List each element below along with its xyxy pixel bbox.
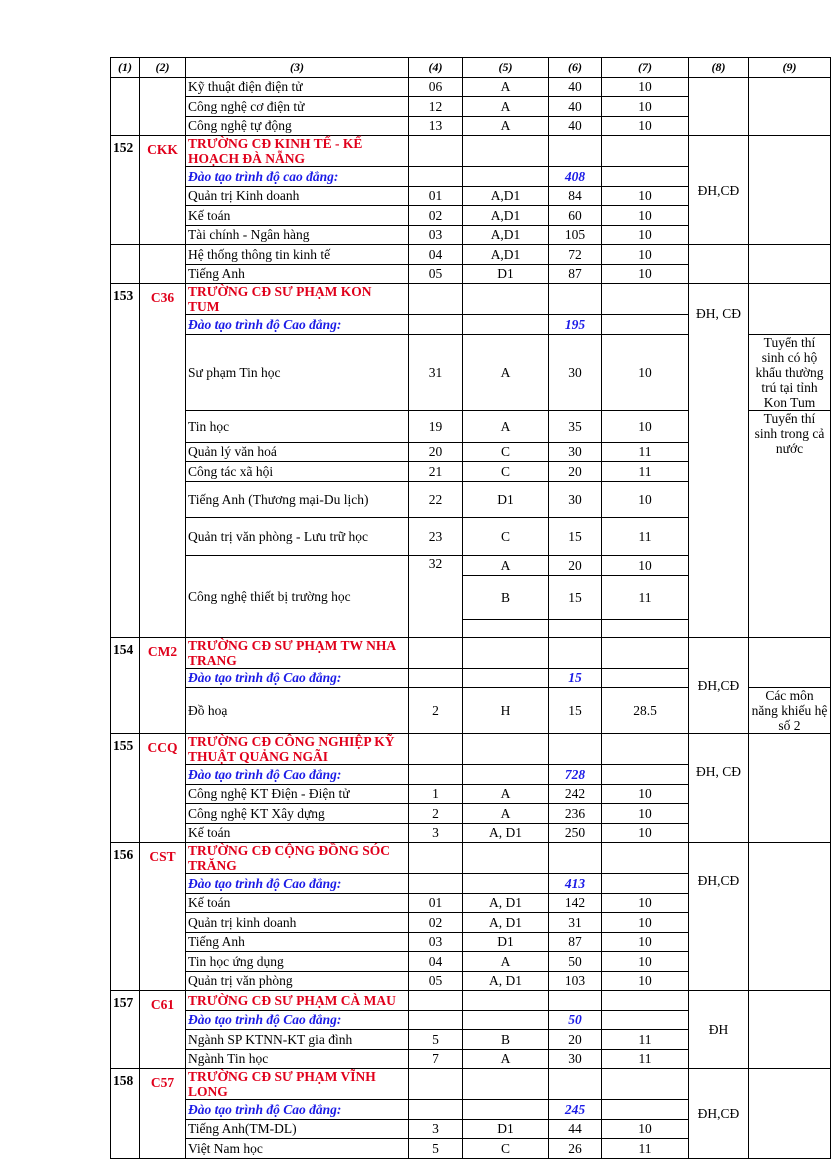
empty-cell (602, 668, 689, 688)
major-name: Kế toán (186, 206, 409, 226)
note-local: Tuyển thí sinh có hộ khẩu thường trú tại tỉnh Kon Tum (749, 334, 831, 410)
quota: 15 (549, 575, 602, 619)
exam-block: A (463, 1049, 549, 1069)
header-col-9: (9) (749, 58, 831, 78)
quota: 60 (549, 206, 602, 226)
major-name: Công nghệ KT Điện - Điện tử (186, 784, 409, 804)
admissions-table (110, 57, 831, 1159)
major-name: Tiếng Anh(TM-DL) (186, 1119, 409, 1139)
major-name: Quản trị văn phòng - Lưu trữ học (186, 517, 409, 555)
major-code: 2 (409, 804, 463, 824)
major-code: 02 (409, 913, 463, 933)
stt-cell (111, 245, 140, 284)
quota: 84 (549, 186, 602, 206)
exam-block: A (463, 555, 549, 575)
empty-cell (409, 843, 463, 874)
min-score: 11 (602, 442, 689, 462)
empty-cell (549, 1069, 602, 1100)
quota: 50 (549, 952, 602, 972)
major-name: Tài chính - Ngân hàng (186, 225, 409, 245)
note-talent: Các môn năng khiếu hệ số 2 (749, 688, 831, 734)
quota: 20 (549, 555, 602, 575)
header-col-2: (2) (140, 58, 186, 78)
empty-cell (463, 1069, 549, 1100)
total-quota: 50 (549, 1010, 602, 1030)
exam-block: A (463, 334, 549, 410)
major-name: Quản trị Kinh doanh (186, 186, 409, 206)
empty-cell (602, 1010, 689, 1030)
col9-cell (749, 77, 831, 136)
school-stt: 157 (111, 991, 140, 1069)
training-level: Đào tạo trình độ Cao đẳng: (186, 315, 409, 335)
quota: 40 (549, 77, 602, 97)
header-col-6: (6) (549, 58, 602, 78)
exam-block: B (463, 1030, 549, 1050)
major-name: Công nghệ tự động (186, 116, 409, 136)
exam-block: A (463, 952, 549, 972)
min-score: 10 (602, 893, 689, 913)
school-code: CKK (140, 136, 186, 245)
major-code: 01 (409, 186, 463, 206)
quota: 30 (549, 1049, 602, 1069)
header-col-8: (8) (689, 58, 749, 78)
major-name: Tiếng Anh (Thương mại-Du lịch) (186, 481, 409, 517)
exam-block: C (463, 462, 549, 482)
major-code: 23 (409, 517, 463, 555)
school-row (111, 991, 831, 1011)
col8-cell (689, 245, 749, 284)
empty-cell (602, 136, 689, 167)
min-score: 11 (602, 1049, 689, 1069)
min-score: 10 (602, 77, 689, 97)
min-score: 10 (602, 932, 689, 952)
empty-cell (602, 637, 689, 668)
quota: 87 (549, 932, 602, 952)
major-code: 22 (409, 481, 463, 517)
min-score: 10 (602, 804, 689, 824)
school-code: CM2 (140, 637, 186, 734)
min-score: 10 (602, 481, 689, 517)
school-name: TRƯỜNG CĐ SƯ PHẠM CÀ MAU (186, 991, 409, 1011)
major-code: 3 (409, 1119, 463, 1139)
min-score: 10 (602, 971, 689, 991)
min-score: 10 (602, 245, 689, 265)
min-score: 11 (602, 1030, 689, 1050)
empty-cell (602, 315, 689, 335)
min-score: 10 (602, 1119, 689, 1139)
exam-block: A (463, 804, 549, 824)
notes-cell (749, 136, 831, 245)
total-quota: 195 (549, 315, 602, 335)
major-name: Quản trị kinh doanh (186, 913, 409, 933)
min-score: 10 (602, 784, 689, 804)
total-quota: 413 (549, 874, 602, 894)
school-row (111, 136, 831, 167)
exam-block: H (463, 688, 549, 734)
training-levels: ĐH (689, 991, 749, 1069)
exam-block: D1 (463, 264, 549, 284)
empty-cell (409, 136, 463, 167)
quota: 30 (549, 481, 602, 517)
exam-block: D1 (463, 932, 549, 952)
min-score: 10 (602, 186, 689, 206)
empty-cell (463, 1010, 549, 1030)
empty-cell (549, 136, 602, 167)
training-levels: ĐH,CĐ (689, 637, 749, 734)
major-name: Sư phạm Tin học (186, 334, 409, 410)
total-quota: 408 (549, 167, 602, 187)
major-code: 32 (409, 555, 463, 637)
exam-block: D1 (463, 1119, 549, 1139)
quota: 30 (549, 334, 602, 410)
min-score: 10 (602, 334, 689, 410)
empty-cell (602, 1069, 689, 1100)
empty-cell (463, 1100, 549, 1120)
major-name: Ngành SP KTNN-KT gia đình (186, 1030, 409, 1050)
school-stt: 154 (111, 637, 140, 734)
school-stt: 158 (111, 1069, 140, 1159)
min-score: 10 (602, 823, 689, 843)
empty-cell (463, 284, 549, 315)
stt-cell (111, 77, 140, 136)
training-level: Đào tạo trình độ Cao đẳng: (186, 1010, 409, 1030)
quota: 20 (549, 462, 602, 482)
min-score: 10 (602, 555, 689, 575)
empty-cell (463, 991, 549, 1011)
exam-block: A (463, 97, 549, 117)
empty-cell (602, 284, 689, 315)
quota: 20 (549, 1030, 602, 1050)
min-score: 11 (602, 575, 689, 619)
major-code: 03 (409, 225, 463, 245)
major-name: Công nghệ KT Xây dựng (186, 804, 409, 824)
school-code: CST (140, 843, 186, 991)
major-code: 12 (409, 97, 463, 117)
exam-block: A (463, 77, 549, 97)
header-col-4: (4) (409, 58, 463, 78)
school-name: TRƯỜNG CĐ SƯ PHẠM VĨNH LONG (186, 1069, 409, 1100)
school-name: TRƯỜNG CĐ CÔNG NGHIỆP KỸ THUẬT QUẢNG NGÃI (186, 734, 409, 765)
quota: 87 (549, 264, 602, 284)
quota: 242 (549, 784, 602, 804)
notes-cell (749, 284, 831, 335)
exam-block: A (463, 784, 549, 804)
empty-cell (409, 874, 463, 894)
major-code: 03 (409, 932, 463, 952)
quota: 103 (549, 971, 602, 991)
empty-cell (463, 167, 549, 187)
major-name: Quản trị văn phòng (186, 971, 409, 991)
school-row (111, 734, 831, 765)
training-level: Đào tạo trình độ Cao đẳng: (186, 668, 409, 688)
school-row (111, 1069, 831, 1100)
empty-cell (602, 843, 689, 874)
school-name: TRƯỜNG CĐ CỘNG ĐỒNG SÓC TRĂNG (186, 843, 409, 874)
major-code: 3 (409, 823, 463, 843)
quota: 40 (549, 97, 602, 117)
total-quota: 728 (549, 765, 602, 785)
exam-block: B (463, 575, 549, 619)
major-code: 04 (409, 952, 463, 972)
major-code: 01 (409, 893, 463, 913)
school-code: C61 (140, 991, 186, 1069)
col9-cell (749, 245, 831, 284)
major-name: Đồ hoạ (186, 688, 409, 734)
exam-block: A,D1 (463, 186, 549, 206)
exam-block: C (463, 1139, 549, 1159)
training-level: Đào tạo trình độ Cao đẳng: (186, 765, 409, 785)
empty-cell (602, 874, 689, 894)
empty-cell (602, 991, 689, 1011)
major-code: 02 (409, 206, 463, 226)
school-row (111, 284, 831, 315)
header-col-1: (1) (111, 58, 140, 78)
training-levels: ĐH, CĐ (689, 284, 749, 638)
training-level: Đào tạo trình độ Cao đẳng: (186, 874, 409, 894)
major-code: 20 (409, 442, 463, 462)
major-name: Tin học (186, 410, 409, 442)
empty-cell (463, 136, 549, 167)
major-code: 5 (409, 1030, 463, 1050)
quota: 40 (549, 116, 602, 136)
note-nationwide: Tuyển thí sinh trong cả nước (749, 410, 831, 637)
notes-cell (749, 843, 831, 991)
school-stt: 153 (111, 284, 140, 638)
empty-cell (409, 1100, 463, 1120)
empty-cell (409, 1069, 463, 1100)
empty-cell (409, 765, 463, 785)
training-levels: ĐH,CĐ (689, 843, 749, 991)
empty-cell (602, 619, 689, 637)
exam-block: A, D1 (463, 913, 549, 933)
empty-cell (549, 734, 602, 765)
major-name: Quản lý văn hoá (186, 442, 409, 462)
school-row (111, 637, 831, 668)
major-code: 5 (409, 1139, 463, 1159)
school-stt: 155 (111, 734, 140, 843)
major-name: Công tác xã hội (186, 462, 409, 482)
exam-block: C (463, 517, 549, 555)
major-code: 05 (409, 971, 463, 991)
school-code: CCQ (140, 734, 186, 843)
empty-cell (409, 167, 463, 187)
empty-cell (463, 637, 549, 668)
school-code: C36 (140, 284, 186, 638)
major-name: Công nghệ thiết bị trường học (186, 555, 409, 637)
empty-cell (409, 668, 463, 688)
training-levels: ĐH, CĐ (689, 734, 749, 843)
major-name: Tin học ứng dụng (186, 952, 409, 972)
training-levels: ĐH,CĐ (689, 1069, 749, 1159)
school-name: TRƯỜNG CĐ SƯ PHẠM TW NHA TRANG (186, 637, 409, 668)
quota: 30 (549, 442, 602, 462)
quota: 72 (549, 245, 602, 265)
empty-cell (463, 765, 549, 785)
major-code: 19 (409, 410, 463, 442)
total-quota: 245 (549, 1100, 602, 1120)
training-levels: ĐH,CĐ (689, 136, 749, 245)
major-name: Việt Nam học (186, 1139, 409, 1159)
training-level: Đào tạo trình độ Cao đẳng: (186, 1100, 409, 1120)
exam-block: A,D1 (463, 245, 549, 265)
quota: 26 (549, 1139, 602, 1159)
min-score: 10 (602, 116, 689, 136)
school-name: TRƯỜNG CĐ SƯ PHẠM KON TUM (186, 284, 409, 315)
empty-cell (549, 619, 602, 637)
min-score: 28.5 (602, 688, 689, 734)
notes-cell (749, 991, 831, 1069)
quota: 142 (549, 893, 602, 913)
empty-cell (463, 619, 549, 637)
header-row (111, 58, 831, 78)
major-code: 31 (409, 334, 463, 410)
major-code: 04 (409, 245, 463, 265)
exam-block: A, D1 (463, 971, 549, 991)
major-name: Hệ thống thông tin kinh tế (186, 245, 409, 265)
empty-cell (549, 991, 602, 1011)
empty-cell (549, 843, 602, 874)
exam-block: A,D1 (463, 225, 549, 245)
empty-cell (409, 991, 463, 1011)
exam-block: C (463, 442, 549, 462)
empty-cell (409, 1010, 463, 1030)
empty-cell (463, 734, 549, 765)
header-col-3: (3) (186, 58, 409, 78)
major-name: Ngành Tin học (186, 1049, 409, 1069)
table-row (111, 245, 831, 265)
exam-block: A (463, 116, 549, 136)
total-quota: 15 (549, 668, 602, 688)
min-score: 10 (602, 264, 689, 284)
exam-block: A, D1 (463, 823, 549, 843)
school-row (111, 843, 831, 874)
exam-block: A (463, 410, 549, 442)
quota: 35 (549, 410, 602, 442)
exam-block: A,D1 (463, 206, 549, 226)
quota: 236 (549, 804, 602, 824)
quota: 15 (549, 517, 602, 555)
min-score: 10 (602, 97, 689, 117)
exam-block: A, D1 (463, 893, 549, 913)
quota: 105 (549, 225, 602, 245)
empty-cell (463, 874, 549, 894)
major-code: 21 (409, 462, 463, 482)
col8-cell (689, 77, 749, 136)
quota: 31 (549, 913, 602, 933)
empty-cell (602, 765, 689, 785)
major-code: 06 (409, 77, 463, 97)
header-col-7: (7) (602, 58, 689, 78)
empty-cell (602, 167, 689, 187)
training-level: Đào tạo trình độ cao đẳng: (186, 167, 409, 187)
empty-cell (409, 637, 463, 668)
major-name: Kế toán (186, 893, 409, 913)
empty-cell (602, 734, 689, 765)
notes-cell (749, 734, 831, 843)
major-code: 2 (409, 688, 463, 734)
empty-cell (409, 734, 463, 765)
major-code: 05 (409, 264, 463, 284)
major-name: Kỹ thuật điện điện tử (186, 77, 409, 97)
major-name: Tiếng Anh (186, 932, 409, 952)
min-score: 11 (602, 462, 689, 482)
quota: 15 (549, 688, 602, 734)
empty-cell (549, 284, 602, 315)
notes-cell (749, 1069, 831, 1159)
major-name: Công nghệ cơ điện tử (186, 97, 409, 117)
empty-cell (463, 843, 549, 874)
exam-block: D1 (463, 481, 549, 517)
empty-cell (409, 315, 463, 335)
major-code: 7 (409, 1049, 463, 1069)
header-col-5: (5) (463, 58, 549, 78)
empty-cell (549, 637, 602, 668)
school-code-cell (140, 77, 186, 136)
min-score: 10 (602, 410, 689, 442)
min-score: 10 (602, 225, 689, 245)
school-stt: 156 (111, 843, 140, 991)
min-score: 10 (602, 952, 689, 972)
school-name: TRƯỜNG CĐ KINH TẾ - KẾ HOẠCH ĐÀ NẴNG (186, 136, 409, 167)
min-score: 11 (602, 517, 689, 555)
school-stt: 152 (111, 136, 140, 245)
empty-cell (463, 315, 549, 335)
school-code-cell (140, 245, 186, 284)
min-score: 10 (602, 913, 689, 933)
major-name: Kế toán (186, 823, 409, 843)
table-row (111, 77, 831, 97)
school-code: C57 (140, 1069, 186, 1159)
quota: 250 (549, 823, 602, 843)
min-score: 10 (602, 206, 689, 226)
empty-cell (409, 284, 463, 315)
major-code: 13 (409, 116, 463, 136)
major-code: 1 (409, 784, 463, 804)
notes-cell (749, 637, 831, 688)
quota: 44 (549, 1119, 602, 1139)
empty-cell (602, 1100, 689, 1120)
empty-cell (463, 668, 549, 688)
major-name: Tiếng Anh (186, 264, 409, 284)
min-score: 11 (602, 1139, 689, 1159)
